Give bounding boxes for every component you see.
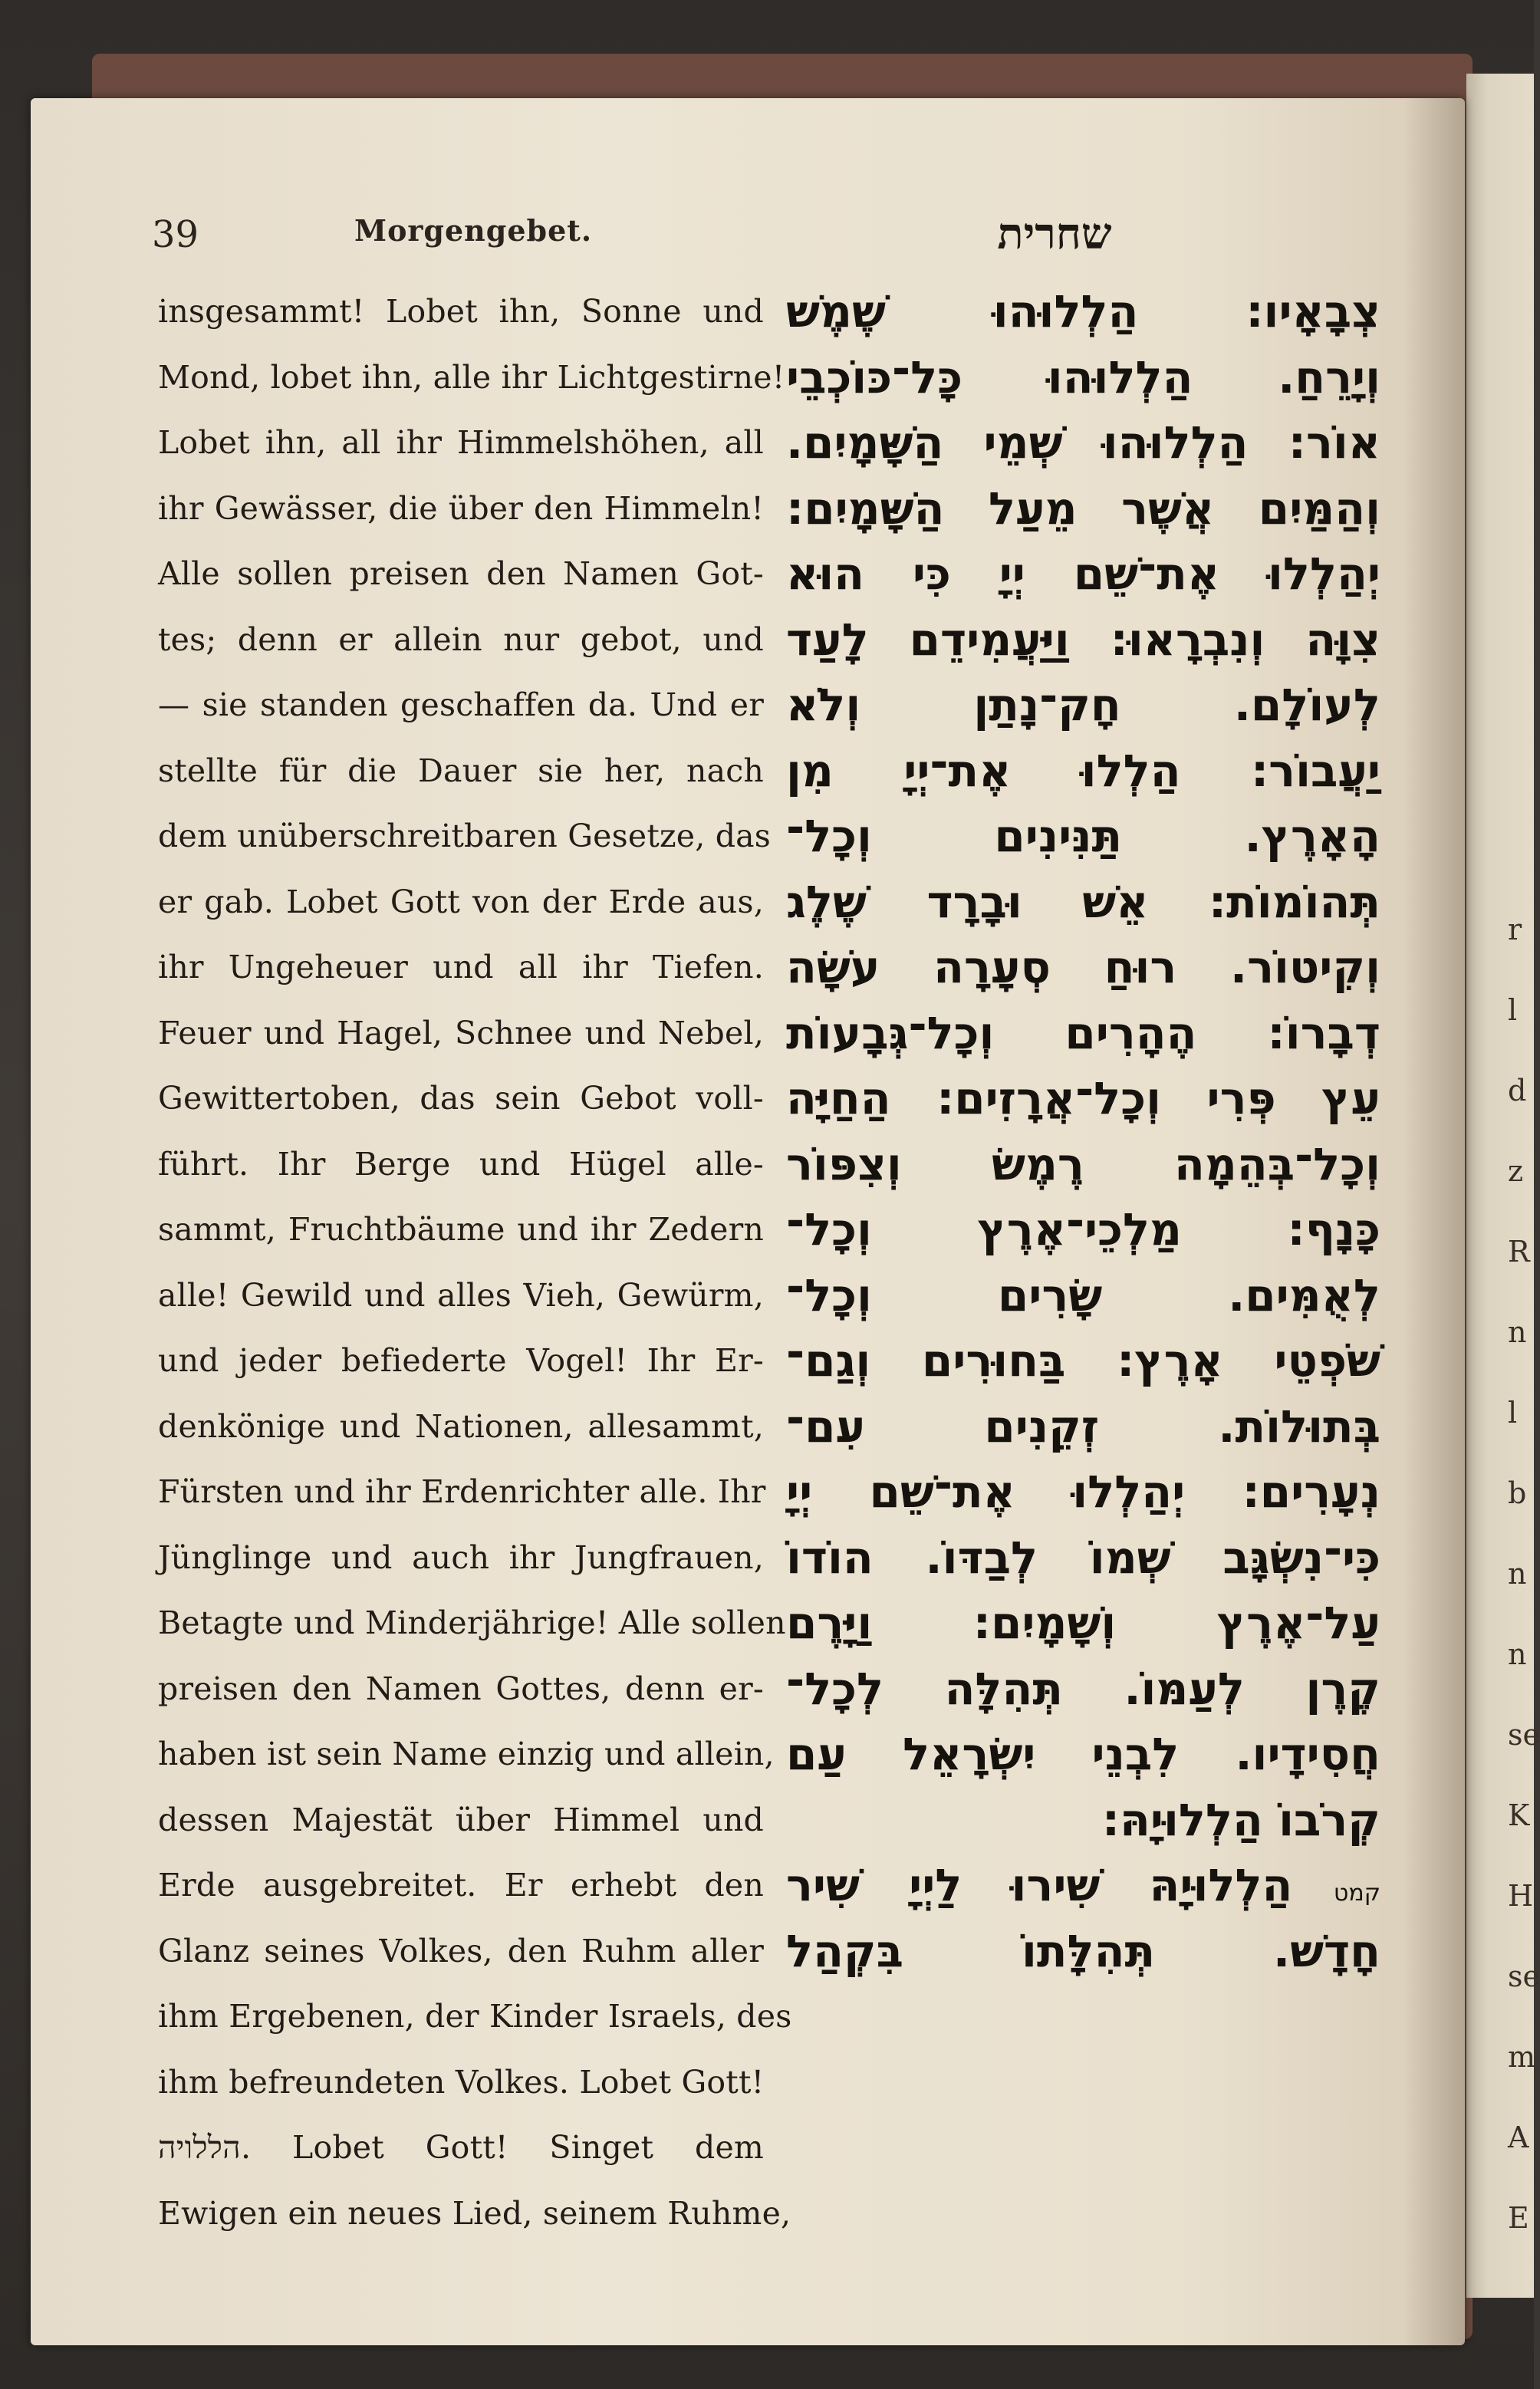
next-page-fragment: n (1508, 1557, 1527, 1591)
hebrew-text-line: יְהַלְלוּ אֶת־שֵׁם יְיָ כִּי הוּא (786, 548, 1380, 600)
hebrew-text-line: חָדָשׁ. תְּהִלָּתוֹ בִּקְהַל (786, 1924, 1380, 1977)
german-text-line: Mond, lobet ihn, alle ihr Lichtgestirne! (158, 358, 785, 396)
next-page-fragment: r (1508, 913, 1522, 946)
hebrew-text-line: נְעָרִים: יְהַלְלוּ אֶת־שֵׁם יְיָ (786, 1466, 1380, 1518)
german-text-line: dem unüberschreitbaren Gesetze, das (158, 818, 772, 854)
next-page-fragment: se (1508, 1960, 1540, 1993)
hebrew-text-line: דְבָרוֹ: הֶהָרִים וְכָל־גְּבָעוֹת (786, 1006, 1380, 1059)
page-gutter-shadow (1403, 98, 1465, 2345)
hebrew-text-line (786, 1853, 1380, 1919)
german-text-line: er gab. Lobet Gott von der Erde aus, (158, 883, 764, 920)
german-text-line: Fürsten und ihr Erdenrichter alle. Ihr (158, 1473, 766, 1510)
german-text-line: ihm befreundeten Volkes. Lobet Gott! (158, 2063, 765, 2101)
hebrew-text-line: כִּי־נִשְׂגָּב שְׁמוֹ לְבַדּוֹ. הוֹדוֹ (786, 1531, 1380, 1584)
hebrew-text-line: לְעוֹלָם. חָק־נָתַן וְלֹא (786, 679, 1380, 731)
hebrew-text-line: צְבָאָיו: הַלְלוּהוּ שֶׁמֶשׁ (786, 285, 1380, 337)
next-page-fragment: n (1508, 1637, 1527, 1671)
next-page-fragment: b (1508, 1476, 1527, 1510)
hebrew-text-line: בְּתוּלוֹת. זְקֵנִים עִם־ (786, 1400, 1380, 1453)
hebrew-text-line: הָאָרֶץ. תַּנִּינִים וְכָל־ (786, 810, 1380, 862)
german-text-line: Betagte und Minderjährige! Alle sollen (158, 1604, 786, 1641)
page-number: 39 (152, 213, 199, 256)
hebrew-text-line: אוֹר: הַלְלוּהוּ שְׁמֵי הַשָּׁמָיִם. (786, 416, 1380, 469)
hebrew-text-line: תְּהוֹמוֹת: אֵשׁ וּבָרָד שֶׁלֶג (786, 875, 1380, 928)
hebrew-line-text: הַלְלוּיָהּ שִׁירוּ לַיְיָ שִׁיר (786, 1859, 1293, 1911)
hebrew-text-line: עֵץ פְּרִי וְכָל־אֲרָזִים: הַחַיָּה (786, 1072, 1380, 1124)
next-page-fragment: l (1508, 1396, 1518, 1430)
german-text-line: Gewittertoben, das sein Gebot voll- (158, 1080, 764, 1117)
hebrew-text-line: קֶרֶן לְעַמּוֹ. תְּהִלָּה לְכָל־ (786, 1662, 1380, 1715)
german-text-line: und jeder befiederte Vogel! Ihr Er- (158, 1342, 764, 1379)
german-text-line: ihr Gewässer, die über den Himmeln! (158, 489, 764, 527)
german-text-line: dessen Majestät über Himmel und (158, 1801, 764, 1838)
next-page-fragment: R (1508, 1235, 1530, 1269)
hebrew-prayer-column (786, 279, 1380, 1984)
german-translation-column (158, 279, 792, 2246)
next-page-fragment: m (1508, 2040, 1536, 2074)
hebrew-text-line: וְהַמַּיִם אֲשֶׁר מֵעַל הַשָּׁמָיִם: (786, 482, 1380, 535)
german-text-line: führt. Ihr Berge und Hügel alle- (158, 1145, 764, 1183)
hebrew-text-line: יַעֲבוֹר: הַלְלוּ אֶת־יְיָ מִן (786, 744, 1380, 797)
hebrew-text-line: לְאֻמִּים. שָׂרִים וְכָל־ (786, 1269, 1380, 1321)
german-text-line: הללויה. Lobet Gott! Singet dem (158, 2129, 764, 2166)
next-page-fragment: n (1508, 1315, 1527, 1349)
hebrew-running-title: שחרית (997, 209, 1112, 259)
german-text-line: tes; denn er allein nur gebot, und (158, 620, 764, 658)
german-text-line: Jünglinge und auch ihr Jungfrauen, (158, 1538, 764, 1576)
german-text-line: sammt, Fruchtbäume und ihr Zedern (158, 1211, 764, 1248)
german-text-line: Feuer und Hagel, Schnee und Nebel, (158, 1014, 764, 1051)
german-text-line: insgesammt! Lobet ihn, Sonne und (158, 293, 764, 330)
german-text-line: ihr Ungeheuer und all ihr Tiefen. (158, 949, 764, 986)
next-page-fragment: l (1508, 993, 1518, 1027)
next-page-fragment: d (1508, 1074, 1527, 1107)
german-text-line: alle! Gewild und alles Vieh, Gewürm, (158, 1276, 764, 1314)
german-text-line: — sie standen geschaffen da. Und er (158, 686, 764, 723)
next-page-fragment: A (1508, 2121, 1529, 2154)
hebrew-text-line: וְיָרֵחַ. הַלְלוּהוּ כָּל־כּוֹכְבֵי (786, 350, 1380, 403)
german-text-line: Ewigen ein neues Lied, seinem Ruhme, (158, 2194, 791, 2232)
german-text-line: Erde ausgebreitet. Er erhebt den (158, 1867, 764, 1904)
next-page-text-fragments (1508, 0, 1540, 2389)
german-text-line: preisen den Namen Gottes, denn er- (158, 1670, 764, 1707)
next-page-fragment: z (1508, 1154, 1524, 1188)
hebrew-text-line: שֹׁפְטֵי אָרֶץ: בַּחוּרִים וְגַם־ (786, 1334, 1380, 1387)
hebrew-text-line: חֲסִידָיו. לִבְנֵי יִשְׂרָאֵל עַם (786, 1728, 1380, 1780)
hebrew-text-line: עַל־אֶרֶץ וְשָׁמָיִם: וַיָּרֶם (786, 1597, 1380, 1649)
next-page-fragment: K (1508, 1798, 1530, 1832)
psalm-reference: קמט (1292, 1880, 1380, 1907)
next-page-fragment: H (1508, 1879, 1534, 1913)
german-text-line: ihm Ergebenen, der Kinder Israels, des (158, 1998, 792, 2035)
hebrew-text-line: צִוָּה וְנִבְרָאוּ: וַיַּעֲמִידֵם לָעַד (786, 613, 1380, 666)
hebrew-text-line: וְכָל־בְּהֵמָה רֶמֶשׂ וְצִפּוֹר (786, 1137, 1380, 1190)
german-text-line: Lobet ihn, all ihr Himmelshöhen, all (158, 424, 764, 461)
hebrew-text-line: וְקִיטוֹר. רוּחַ סְעָרָה עֹשָׂה (786, 941, 1380, 993)
hebrew-text-line: כָּנָף: מַלְכֵי־אֶרֶץ וְכָל־ (786, 1203, 1380, 1255)
next-page-fragment: E (1508, 2201, 1529, 2235)
german-text-line: haben ist sein Name einzig und allein, (158, 1736, 775, 1772)
german-text-line: denkönige und Nationen, allesammt, (158, 1407, 764, 1445)
hebrew-text-line: קְרֹבוֹ הַלְלוּיָהּ: (1101, 1793, 1380, 1846)
german-text-line: Alle sollen preisen den Namen Got- (158, 555, 764, 592)
german-text-line: Glanz seines Volkes, den Ruhm aller (158, 1932, 764, 1969)
running-title: Morgengebet. (354, 213, 593, 248)
german-text-line: stellte für die Dauer sie her, nach (158, 752, 764, 789)
next-page-fragment: se (1508, 1718, 1540, 1752)
